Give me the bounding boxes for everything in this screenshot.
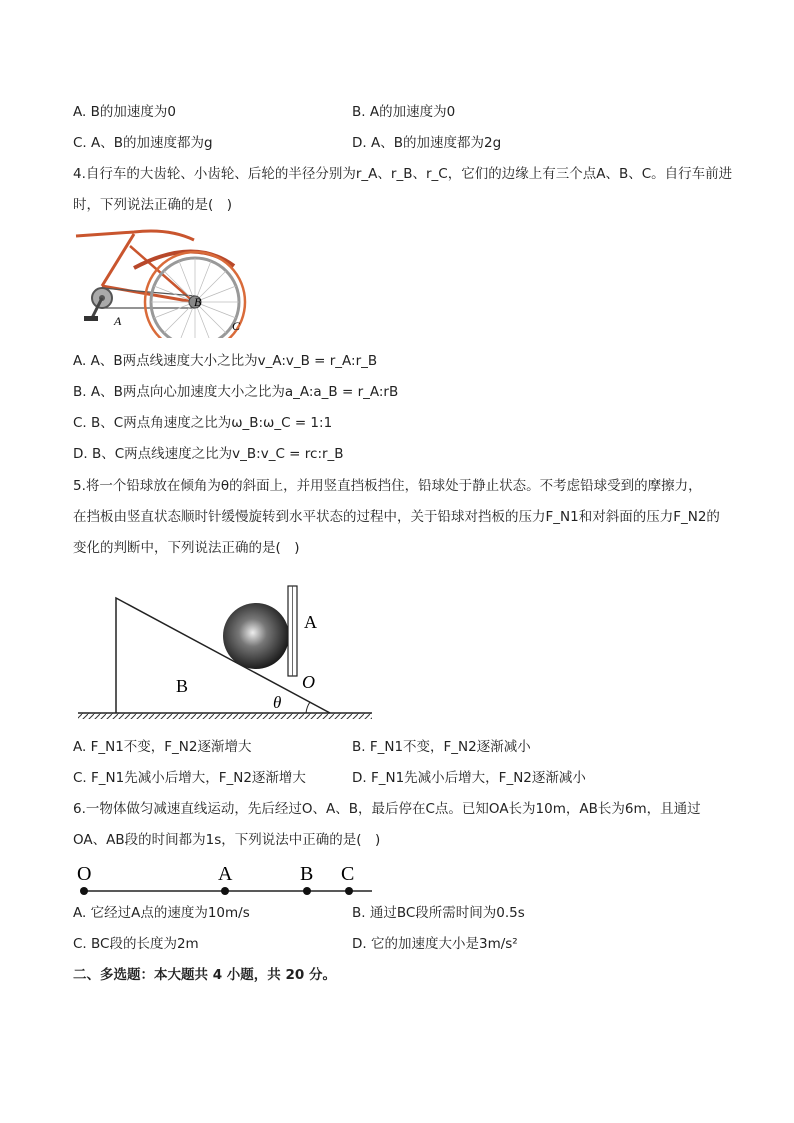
bike-label-b: B [194, 295, 202, 309]
q4-option-c: C. B、C两点角速度之比为ω_B:ω_C = 1:1 [73, 415, 333, 431]
q6-option-b: B. 通过BC段所需时间为0.5s [352, 905, 525, 921]
q4-stem-line1: 4.自行车的大齿轮、小齿轮、后轮的半径分别为r_A、r_B、r_C，它们的边缘上有三个点A、B、C。自行车前进 [73, 166, 733, 182]
q3-option-c: C. A、B的加速度都为g [73, 135, 213, 151]
q3-option-b: B. A的加速度为0 [352, 104, 456, 120]
incline-figure [76, 582, 376, 722]
line-label-a: A [218, 863, 233, 885]
q5-stem-line1: 5.将一个铅球放在倾角为θ的斜面上，并用竖直挡板挡住，铅球处于静止状态。不考虑铅球受到的摩擦力， [73, 478, 702, 494]
section-2-title: 二、多选题：本大题共 4 小题，共 20 分。 [73, 967, 336, 983]
q5-option-d: D. F_N1先减小后增大，F_N2逐渐减小 [352, 770, 586, 786]
q6-option-d: D. 它的加速度大小是3m/s² [352, 936, 518, 952]
q5-option-b: B. F_N1不变，F_N2逐渐减小 [352, 739, 531, 755]
q4-option-a: A. A、B两点线速度大小之比为v_A:v_B = r_A:r_B [73, 353, 378, 369]
board-label-a: A [304, 612, 317, 632]
pivot-label-o: O [302, 672, 315, 692]
number-line-figure [74, 858, 374, 898]
q5-stem-line2: 在挡板由竖直状态顺时针缓慢旋转到水平状态的过程中，关于铅球对挡板的压力F_N1和对斜面的压力F_N2的 [73, 509, 720, 525]
q4-stem-line2: 时，下列说法正确的是( ) [73, 197, 233, 213]
q6-option-c: C. BC段的长度为2m [73, 936, 199, 952]
bike-label-c: C [232, 319, 241, 333]
q4-option-d: D. B、C两点线速度之比为v_B:v_C = rc:r_B [73, 446, 344, 462]
q6-option-a: A. 它经过A点的速度为10m/s [73, 905, 250, 921]
line-label-o: O [77, 863, 92, 885]
bike-label-a: A [114, 314, 122, 328]
angle-label-theta: θ [273, 693, 282, 712]
bicycle-figure [74, 226, 250, 338]
slope-label-b: B [176, 676, 189, 696]
q5-option-a: A. F_N1不变，F_N2逐渐增大 [73, 739, 252, 755]
q3-option-a: A. B的加速度为0 [73, 104, 176, 120]
q3-option-d: D. A、B的加速度都为2g [352, 135, 502, 151]
q5-option-c: C. F_N1先减小后增大，F_N2逐渐增大 [73, 770, 306, 786]
line-label-b: B [300, 863, 314, 885]
q6-stem-line1: 6.一物体做匀减速直线运动，先后经过O、A、B，最后停在C点。已知OA长为10m，AB长为6m，且通过 [73, 801, 701, 817]
line-label-c: C [341, 863, 355, 885]
q5-stem-line3: 变化的判断中，下列说法正确的是( ) [73, 540, 300, 556]
q6-stem-line2: OA、AB段的时间都为1s，下列说法中正确的是( ) [73, 832, 381, 848]
q4-option-b: B. A、B两点向心加速度大小之比为a_A:a_B = r_A:rB [73, 384, 399, 400]
